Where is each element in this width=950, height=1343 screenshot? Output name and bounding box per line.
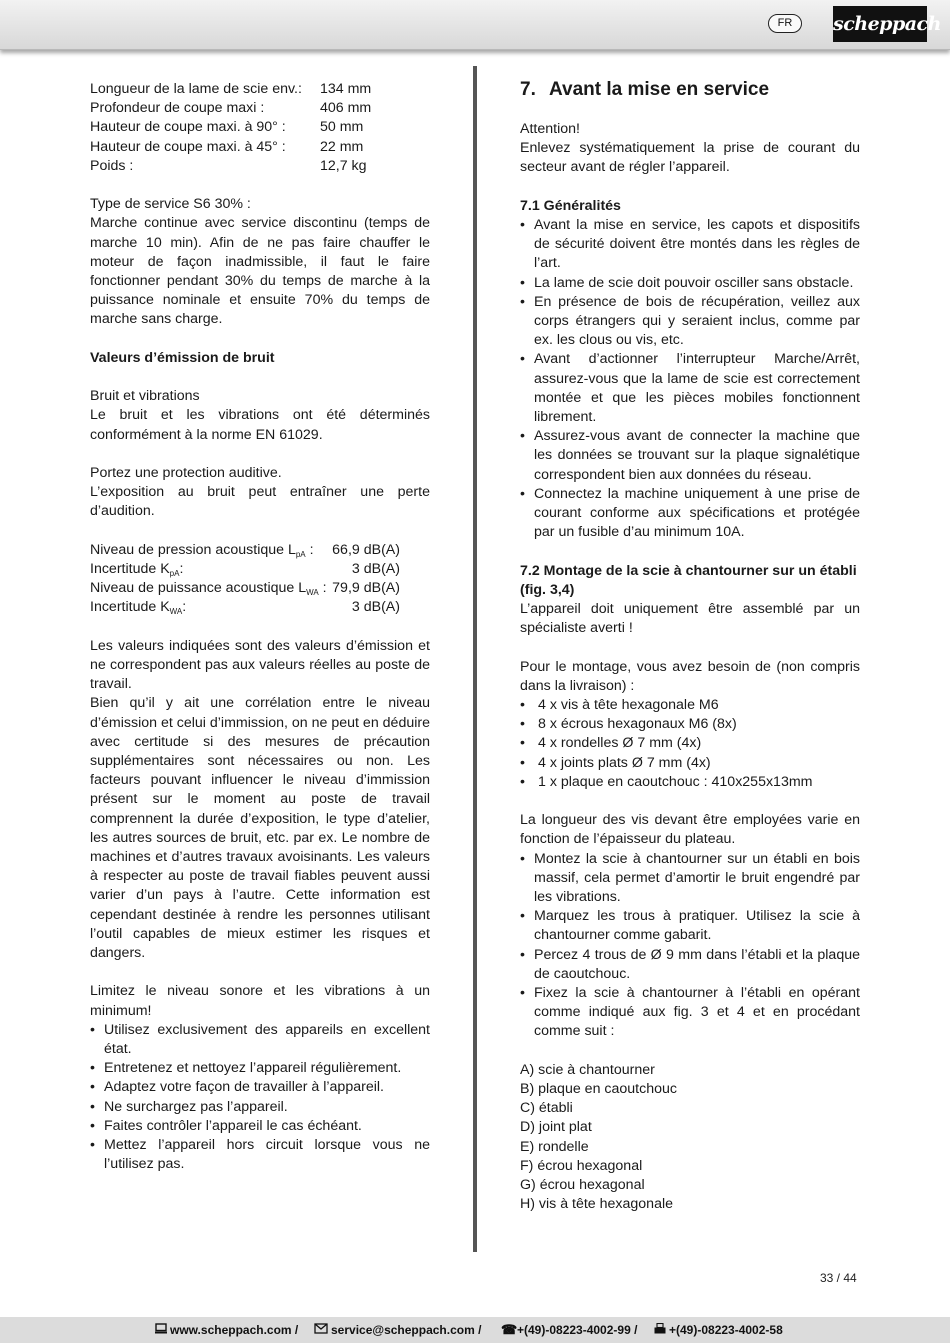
spec-value: 12,7 kg xyxy=(320,157,367,174)
left-column xyxy=(90,80,430,1174)
list-item: • 8 x écrous hexagonaux M6 (8x) xyxy=(520,715,860,734)
legend-item: C) établi xyxy=(520,1100,573,1117)
general-list xyxy=(520,216,860,542)
column-divider xyxy=(473,66,477,1252)
noise-value: 3 dB(A) xyxy=(351,561,400,577)
website-link[interactable]: www.scheppach.com / xyxy=(170,1323,299,1337)
list-item: • Mettez l’appareil hors circuit lorsque vous ne l’utilisez pas. xyxy=(90,1136,430,1174)
noise-row xyxy=(90,598,430,617)
screw-length-note: La longueur des vis devant être employées varie en fonction de l’épaisseur du plateau. xyxy=(520,812,860,848)
list-item: • Connectez la machine uniquement à une prise de courant conforme aux spécifications et protégée par un fusible d’au minimum 10A. xyxy=(520,485,860,543)
hearing-protection: Portez une protection auditive. xyxy=(90,465,282,481)
list-item: • 4 x vis à tête hexagonale M6 xyxy=(520,696,860,715)
list-item: • 4 x joints plats Ø 7 mm (4x) xyxy=(520,754,860,773)
list-item: • 4 x rondelles Ø 7 mm (4x) xyxy=(520,734,860,753)
spec-label: Poids : xyxy=(90,157,134,174)
brand-logo: scheppach xyxy=(833,6,927,42)
attention-text: Enlevez systématiquement la prise de courant du secteur avant de régler l’appareil. xyxy=(520,140,860,176)
spec-value: 22 mm xyxy=(320,138,364,155)
legend-item: E) rondelle xyxy=(520,1138,589,1155)
hearing-warning: L’exposition au bruit peut entraîner une perte d’audition. xyxy=(90,484,430,520)
immission-note: Bien qu’il y ait une corrélation entre le niveau d’émission et celui d’immission, on ne peut en déduire avec certitude si des mesures de précaution supplémentaires sont nécessaires ou non. Les facteurs pouvant influencer le niveau d’immission présent sur le moment au poste de travail comprennent la durée d’exposition, le type d’atelier, les autres sources de bruit, etc. par ex. Le nombre de machines et d’autres travaux avoisinants. Les valeurs à respecter au poste de travail fiables peuvent aussi varier d’un pays à l’autre. Cette information est cependant destinée à rendre les personnes utilisant l’outil capables de mieux estimer les risques et dangers. xyxy=(90,695,430,962)
page-header xyxy=(0,0,950,50)
list-item: • Adaptez votre façon de travailler à l’appareil. xyxy=(90,1078,430,1097)
page-number: 33 / 44 xyxy=(820,1271,857,1285)
spec-row xyxy=(90,138,430,157)
section-number: 7. xyxy=(520,79,536,100)
list-item: • Montez la scie à chantourner sur un établi en bois massif, cela permet d’amortir le bruit engendré par les vibrations. xyxy=(520,850,860,908)
language-badge: FR xyxy=(768,14,802,33)
noise-row xyxy=(90,541,430,560)
computer-icon xyxy=(155,1317,167,1343)
assembly-intro: L’appareil doit uniquement être assemblé par un spécialiste averti ! xyxy=(520,601,860,637)
spec-table xyxy=(90,80,430,176)
noise-label: Incertitude K xyxy=(90,599,170,616)
noise-subscript: WA xyxy=(306,588,319,598)
spec-row xyxy=(90,80,430,99)
spec-label: Longueur de la lame de scie env.: xyxy=(90,81,302,97)
spec-row xyxy=(90,99,430,118)
noise-row xyxy=(90,560,430,579)
list-item: • Faites contrôler l’appareil le cas échéant. xyxy=(90,1117,430,1136)
service-text: Marche continue avec service discontinu (temps de marche 10 min). Afin de ne pas faire chauffer le moteur de façon inadmissible, il faut le faire fonctionner pendant 30% du temps de marche à la puissance nominale et ensuite 70% du temps de marche sans charge. xyxy=(90,215,430,328)
list-item: • La lame de scie doit pouvoir osciller sans obstacle. xyxy=(520,274,860,293)
section-title xyxy=(520,80,860,99)
noise-value: 66,9 dB(A) xyxy=(332,541,400,558)
noise-suffix: : xyxy=(182,599,187,616)
noise-values xyxy=(90,541,430,618)
list-item: • En présence de bois de récupération, veillez aux corps étrangers qui y seraient inclus, comme par ex. les clous ou vis, etc. xyxy=(520,293,860,351)
spec-label: Hauteur de coupe maxi. à 90° : xyxy=(90,119,286,136)
list-item: • Avant d’actionner l’interrupteur Marche/Arrêt, assurez-vous que la lame de scie est correctement montée et que les pièces mobiles fonctionnent librement. xyxy=(520,350,860,427)
noise-subscript: pA xyxy=(295,549,306,559)
emission-note: Les valeurs indiquées sont des valeurs d’émission et ne correspondent pas aux valeurs réelles au poste de travail. xyxy=(90,637,430,693)
phone-number: +(49)-08223-4002-99 / xyxy=(517,1323,638,1337)
section-heading: Avant la mise en service xyxy=(549,79,770,100)
legend-item: A) scie à chantourner xyxy=(520,1061,655,1078)
spec-label: Profondeur de coupe maxi : xyxy=(90,100,265,117)
mail-icon xyxy=(314,1317,328,1343)
list-item: • Utilisez exclusivement des appareils en excellent état. xyxy=(90,1021,430,1059)
limit-note: Limitez le niveau sonore et les vibrations à un minimum! xyxy=(90,983,430,1019)
attention-label: Attention! xyxy=(520,121,580,137)
noise-subheading: Bruit et vibrations xyxy=(90,388,200,405)
legend-item: G) écrou hexagonal xyxy=(520,1177,645,1194)
noise-text: Le bruit et les vibrations ont été déterminés conformément à la norme EN 61029. xyxy=(90,407,430,443)
noise-label: Niveau de puissance acoustique L xyxy=(90,580,307,597)
legend-item: B) plaque en caoutchouc xyxy=(520,1081,677,1098)
spec-label: Hauteur de coupe maxi. à 45° : xyxy=(90,138,286,155)
assembly-need: Pour le montage, vous avez besoin de (non compris dans la livraison) : xyxy=(520,658,860,694)
noise-value: 3 dB(A) xyxy=(351,599,400,616)
subsection-title: 7.2 Montage de la scie à chantourner sur un établi (fig. 3,4) xyxy=(520,562,857,598)
legend-item: H) vis à tête hexagonale xyxy=(520,1196,674,1213)
noise-label: Incertitude K xyxy=(90,561,170,577)
email-link[interactable]: service@scheppach.com / xyxy=(331,1323,482,1337)
legend-item: F) écrou hexagonal xyxy=(520,1157,643,1174)
list-item: • Marquez les trous à pratiquer. Utilisez la scie à chantourner comme gabarit. xyxy=(520,907,860,945)
assembly-steps xyxy=(520,850,860,1042)
noise-suffix: : xyxy=(179,561,184,577)
spec-row xyxy=(90,157,430,176)
subsection-title: 7.1 Généralités xyxy=(520,197,621,214)
fax-icon xyxy=(654,1317,666,1343)
spec-value: 406 mm xyxy=(320,100,372,117)
noise-heading: Valeurs d’émission de bruit xyxy=(90,349,275,366)
list-item: • Percez 4 trous de Ø 9 mm dans l’établi et la plaque de caoutchouc. xyxy=(520,946,860,984)
spec-row xyxy=(90,118,430,137)
parts-list xyxy=(520,696,860,792)
list-item: • Ne surchargez pas l’appareil. xyxy=(90,1098,430,1117)
spec-value: 134 mm xyxy=(320,81,372,97)
noise-suffix: : xyxy=(318,580,327,597)
right-column xyxy=(520,80,860,1215)
noise-value: 79,9 dB(A) xyxy=(332,580,400,597)
service-type: Type de service S6 30% : xyxy=(90,196,251,213)
list-item: • Avant la mise en service, les capots et dispositifs de sécurité doivent être montés dans les règles de l’art. xyxy=(520,216,860,274)
phone-icon: ☎ xyxy=(501,1322,518,1337)
noise-suffix: : xyxy=(305,541,314,558)
noise-row xyxy=(90,579,430,598)
list-item: • 1 x plaque en caoutchouc : 410x255x13mm xyxy=(520,773,860,792)
noise-subscript: WA xyxy=(169,607,183,617)
list-item: • Entretenez et nettoyez l’appareil régulièrement. xyxy=(90,1059,430,1078)
list-item: • Fixez la scie à chantourner à l’établi en opérant comme indiqué aux fig. 3 et 4 et en procédant comme suit : xyxy=(520,984,860,1042)
fax-number: +(49)-08223-4002-58 xyxy=(669,1323,783,1337)
parts-legend xyxy=(520,1061,860,1215)
list-item: • Assurez-vous avant de connecter la machine que les données se trouvant sur la plaque signalétique correspondent bien aux données du réseau. xyxy=(520,427,860,485)
noise-label: Niveau de pression acoustique L xyxy=(90,541,296,558)
tips-list xyxy=(90,1021,430,1175)
legend-item: D) joint plat xyxy=(520,1119,592,1136)
page-footer xyxy=(0,1317,950,1343)
spec-value: 50 mm xyxy=(320,119,364,136)
noise-subscript: pA xyxy=(169,569,180,578)
